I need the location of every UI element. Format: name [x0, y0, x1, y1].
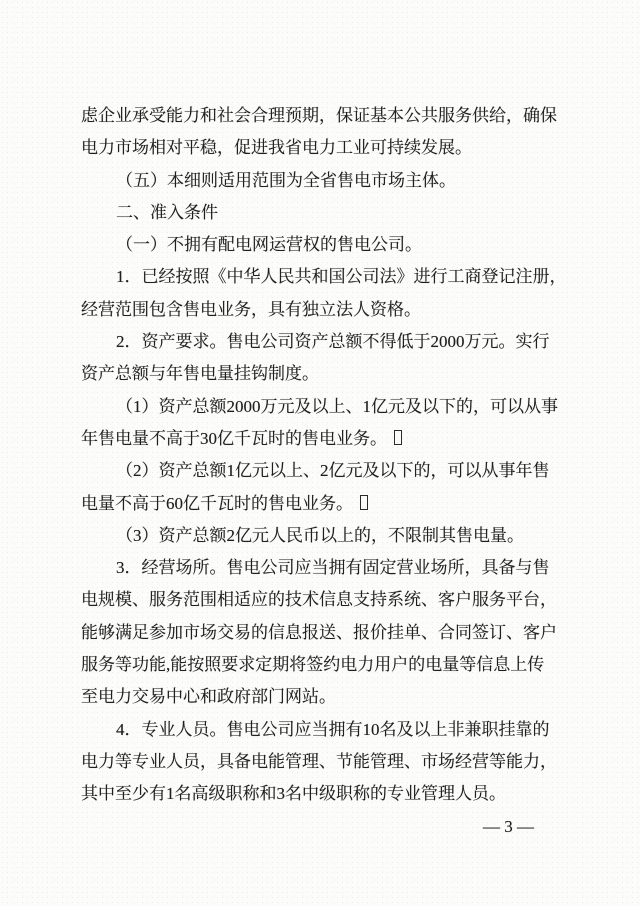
text-line: 1．已经按照《中华人民共和国公司法》进行工商登记注册，	[116, 267, 567, 287]
text-line: 至电力交易中心和政府部门网站。	[81, 687, 336, 707]
text-line: 4．专业人员。售电公司应当拥有10名及以上非兼职挂靠的	[116, 719, 550, 739]
text-line: （2）资产总额1亿元以上、2亿元及以下的，可以从事年售	[116, 461, 550, 481]
text-line: （1）资产总额2000万元及以上、1亿元及以下的，可以从事	[116, 396, 558, 416]
text-line: 其中至少有1名高级职称和3名中级职称的专业管理人员。	[81, 784, 506, 804]
text-line-text: 年售电量不高于30亿千瓦时的售电业务。	[81, 428, 387, 448]
text-line: 2．资产要求。售电公司资产总额不得低于2000万元。实行	[116, 332, 550, 352]
missing-glyph-box-icon	[394, 430, 402, 445]
document-body	[81, 100, 567, 843]
text-line: 电规模、服务范围相适应的技术信息支持系统、客户服务平台，	[81, 590, 557, 610]
text-line	[81, 423, 558, 455]
text-line: 资产总额与年售电量挂钩制度。	[81, 364, 319, 384]
text-line: 电力等专业人员，具备电能管理、节能管理、市场经营等能力，	[81, 751, 557, 771]
text-line: 3．经营场所。售电公司应当拥有固定营业场所，具备与售	[116, 558, 550, 578]
text-line: 虑企业承受能力和社会合理预期，保证基本公共服务供给，确保	[81, 106, 557, 125]
text-line: 能够满足参加市场交易的信息报送、报价挂单、合同签订、客户	[81, 622, 557, 642]
text-line	[81, 488, 558, 520]
text-line: 电力市场相对平稳，促进我省电力工业可持续发展。	[81, 138, 472, 158]
text-line: 经营范围包含售电业务，具有独立法人资格。	[81, 299, 421, 319]
page-number: — 3 —	[483, 816, 534, 836]
text-line: （一）不拥有配电网运营权的售电公司。	[116, 235, 422, 255]
text-line: 服务等功能,能按照要求定期将签约电力用户的电量等信息上传	[81, 655, 545, 675]
text-line: （五）本细则适用范围为全省售电市场主体。	[116, 170, 456, 190]
text-line-text: 电量不高于60亿千瓦时的售电业务。	[81, 493, 353, 513]
text-line: （3）资产总额2亿元人民币以上的，不限制其售电量。	[116, 525, 524, 545]
section-heading: 二、准入条件	[116, 202, 218, 222]
missing-glyph-box-icon	[360, 495, 368, 510]
